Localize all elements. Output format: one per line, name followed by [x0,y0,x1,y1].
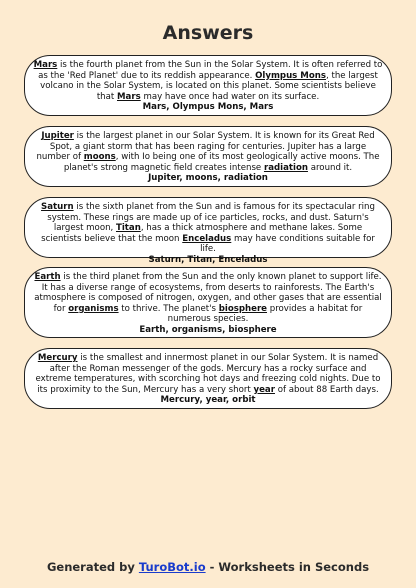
text-segment: is the third planet from the Sun and the only known planet to support life. It has a diverse range of ecosystems, from deserts to rainforests. The Earth's atmosphere is composed of nitrogen, oxygen, and other gases that are essential for [34,272,382,314]
text-segment: may have once had water on its surface. [140,91,320,102]
keyword: moons [83,152,116,163]
text-segment: provides a habitat for numerous species. [167,303,363,325]
text-segment: around it. [307,162,353,173]
keyword: Mars [117,91,141,102]
keyword: year [253,384,275,395]
text-segment: of about 88 Earth days. [274,384,379,395]
text-segment: may have conditions suitable for life. [200,233,375,255]
keyword: Titan [115,223,141,234]
card-paragraph [33,353,383,395]
text-segment: , with Io being one of its most geologically active moons. The planet's strong magnetic field creates intense [63,152,380,173]
answer-card-mars [24,55,392,116]
keyword: organisms [68,303,119,314]
page-title: Answers [162,22,254,44]
answer-line: Saturn, Titan, Enceladus [148,254,268,265]
card-paragraph [33,202,383,255]
footer [0,560,416,574]
text-segment: , the largest volcano in the Solar System, is located on this planet. Some scientists believe that [40,70,378,102]
card-paragraph [33,131,383,173]
card-paragraph [33,272,383,325]
keyword: Saturn [41,202,74,212]
keyword: Jupiter [41,131,74,141]
text-segment: is the largest planet in our Solar System. It is known for its Great Red Spot, a giant storm that has been raging for centuries. Jupiter has a large number of [36,131,375,163]
footer-prefix: Generated by [46,560,139,574]
keyword: Olympus Mons [255,70,326,81]
text-segment: to thrive. The planet's [118,303,219,314]
answer-line: Jupiter, moons, radiation [148,173,268,184]
answer-card-jupiter [24,126,392,187]
keyword: Mercury [37,353,78,363]
keyword: Mars [33,60,58,70]
card-paragraph [33,60,383,102]
keyword: biosphere [218,303,268,314]
answer-card-mercury [24,348,392,409]
answer-line: Mars, Olympus Mons, Mars [142,102,274,113]
footer-suffix: - Worksheets in Seconds [205,560,370,574]
keyword: Enceladus [182,233,232,244]
keyword: radiation [263,162,308,173]
text-segment: is the sixth planet from the Sun and is famous for its spectacular ring system. These rings are made up of ice particles, rocks, and dust. Saturn's largest moon, [47,202,375,234]
text-segment: is the smallest and innermost planet in our Solar System. It is named after the Roman messenger of the gods. Mercury has a rocky surface and extreme temperatures, with scorching hot days and freezing cold nights. Due to its proximity to the Sun, Mercury has a very short [35,353,381,395]
answer-card-saturn [24,197,392,265]
keyword: Earth [34,272,61,282]
answer-card-earth [24,267,392,338]
text-segment: , has a thick atmosphere and methane lakes. Some scientists believe that the moon [41,223,363,244]
answer-line: Earth, organisms, biosphere [139,324,277,335]
answer-line: Mercury, year, orbit [160,395,256,406]
turobot-link[interactable]: TuroBot.io [138,560,206,574]
text-segment: is the fourth planet from the Sun in the Solar System. It is often referred to as the 'Red Planet' due to its reddish appearance. [38,60,383,81]
